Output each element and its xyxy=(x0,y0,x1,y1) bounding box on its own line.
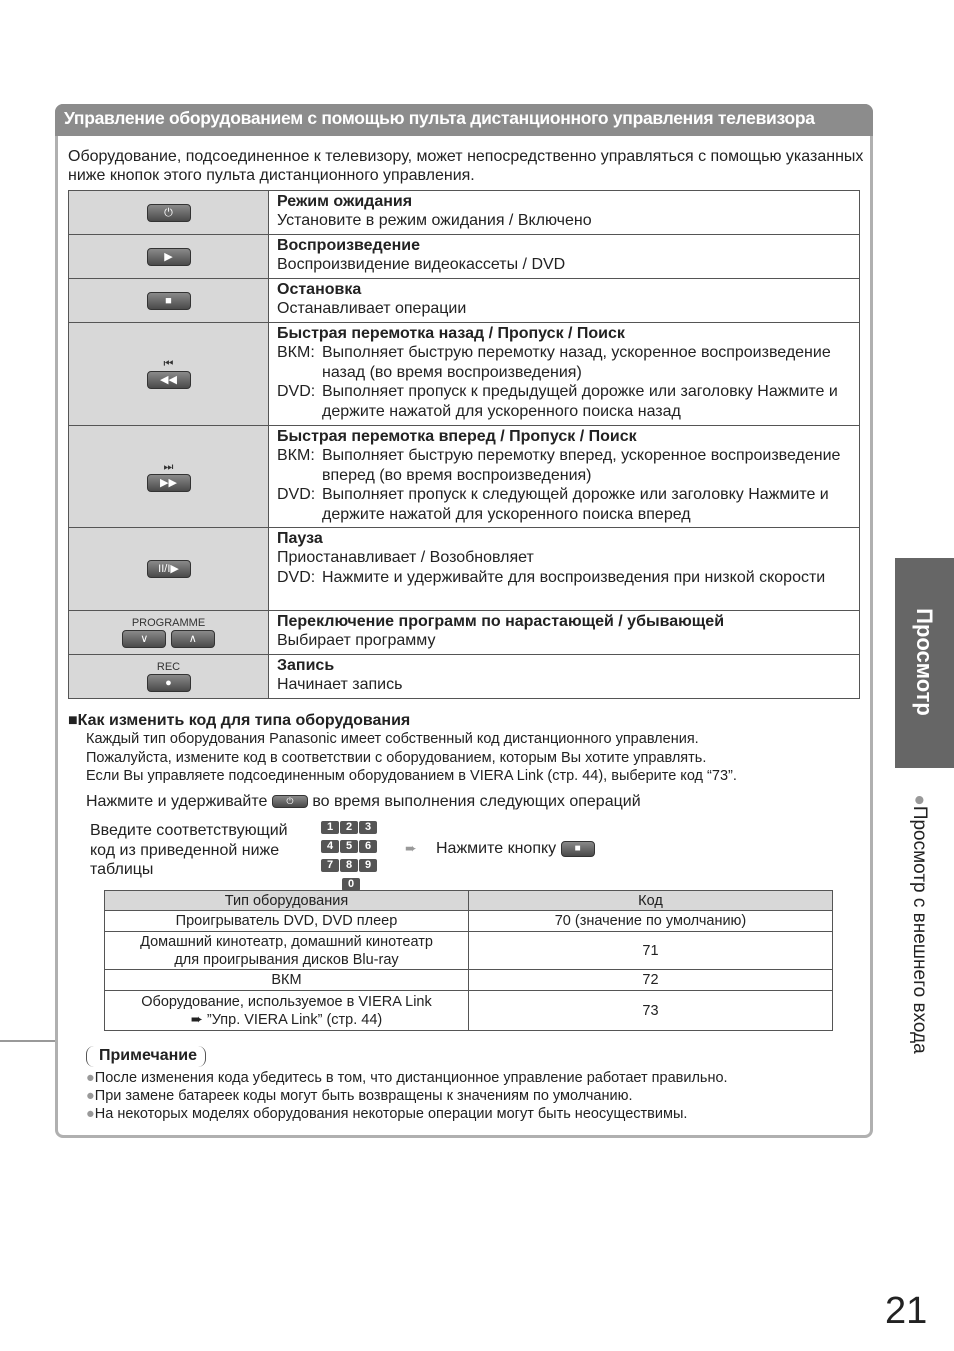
table-row xyxy=(105,991,833,1031)
row-title: Быстрая перемотка назад / Пропуск / Поиск xyxy=(277,325,625,342)
bullet-icon: ● xyxy=(909,794,930,806)
table-row xyxy=(69,611,860,655)
type-cell xyxy=(105,932,469,970)
record-icon: ● xyxy=(147,674,191,692)
key-0: 0 xyxy=(342,878,360,891)
key-3: 3 xyxy=(359,821,377,834)
table-row xyxy=(69,655,860,699)
bullet-icon: ● xyxy=(86,1088,95,1104)
hold-text: Нажмите и удерживайте xyxy=(86,793,268,810)
table-row xyxy=(105,911,833,932)
intro-text: Оборудование, подсоединенное к телевизору, может непосредственно управляться с помощью указанных ниже кнопок этого пульта дистанционного управления. xyxy=(68,148,864,184)
note-item: При замене батареек коды могут быть возвращены к значениям по умолчанию. xyxy=(94,1088,633,1104)
row-text: Выполняет быструю перемотку назад, ускоренное воспроизведение назад (во время воспроизведения) xyxy=(322,344,831,381)
table-row xyxy=(69,323,860,426)
row-title: Режим ожидания xyxy=(277,193,413,210)
note-item: После изменения кода убедитесь в том, что дистанционное управление работает правильно. xyxy=(94,1070,728,1086)
table-row xyxy=(105,932,833,970)
side-subtitle-text: Просмотр с внешнего входа xyxy=(909,805,930,1054)
channel-up-icon: ∧ xyxy=(171,630,215,648)
note-list xyxy=(86,1069,728,1123)
fast-forward-icon: ▶▶ xyxy=(147,474,191,492)
row-text: Установите в режим ожидания / Включено xyxy=(277,212,592,230)
side-tab-label: Просмотр xyxy=(912,608,937,716)
row-text: Выполняет пропуск к следующей дорожке или заголовку Нажмите и держите нажатой для ускоренного поиска вперед xyxy=(322,486,829,523)
row-title: Быстрая перемотка вперед / Пропуск / Поиск xyxy=(277,428,637,445)
code-cell: 72 xyxy=(469,970,833,991)
stop-icon: ■ xyxy=(147,292,191,310)
rewind-icon: ◀◀ xyxy=(147,371,191,389)
table-row xyxy=(105,970,833,991)
key-4: 4 xyxy=(321,840,339,853)
code-cell: 70 (значение по умолчанию) xyxy=(469,911,833,932)
type-line: ➨ ”Упр. VIERA Link” (стр. 44) xyxy=(190,1011,383,1028)
row-title: Переключение программ по нарастающей / убывающей xyxy=(277,613,725,630)
row-key: ВКМ: xyxy=(277,447,315,465)
column-header: Тип оборудования xyxy=(105,891,469,911)
row-title: Воспроизведение xyxy=(277,237,420,254)
power-icon: ⏻ xyxy=(272,795,308,808)
key-6: 6 xyxy=(359,840,377,853)
table-row xyxy=(69,279,860,323)
note-label: Примечание xyxy=(86,1046,206,1067)
row-key: DVD: xyxy=(277,486,316,504)
channel-down-icon: ∨ xyxy=(122,630,166,648)
row-title: Остановка xyxy=(277,281,362,298)
code-cell: 73 xyxy=(469,991,833,1031)
row-text: Нажмите и удерживайте для воспроизведения при низкой скорости xyxy=(322,568,826,586)
key-2: 2 xyxy=(340,821,358,834)
pause-icon: II/I▶ xyxy=(147,560,191,578)
section-text: Если Вы управляете подсоединенным оборудованием в VIERA Link (стр. 44), выберите код “73”. xyxy=(86,768,737,784)
row-text: Останавливает операции xyxy=(277,300,467,318)
buttons-table xyxy=(68,190,860,699)
section-title: Как изменить код для типа оборудования xyxy=(77,712,411,729)
type-line: Оборудование, используемое в VIERA Link xyxy=(141,993,432,1010)
key-5: 5 xyxy=(340,840,358,853)
key-8: 8 xyxy=(340,859,358,872)
code-cell: 71 xyxy=(469,932,833,970)
row-key: ВКМ: xyxy=(277,344,315,362)
enter-code-text: Введите соответствующий код из приведенной ниже таблицы xyxy=(90,822,288,878)
rec-label: REC xyxy=(156,660,181,673)
row-text: Приостанавливает / Возобновляет xyxy=(277,549,534,567)
type-line: для проигрывания дисков Blu-ray xyxy=(174,951,399,968)
row-text: Выполняет быструю перемотку вперед, ускоренное воспроизведение вперед (во время воспроизведения) xyxy=(322,447,841,484)
play-icon: ▶ xyxy=(147,248,191,266)
table-row xyxy=(69,528,860,611)
bullet-icon: ● xyxy=(86,1070,95,1086)
skip-back-icon: ⏮ xyxy=(163,358,174,371)
row-title: Запись xyxy=(277,657,335,674)
stop-icon: ■ xyxy=(561,841,595,857)
page-number: 21 xyxy=(885,1290,928,1332)
arrow-right-icon: ➨ xyxy=(405,840,417,856)
type-cell xyxy=(105,991,469,1031)
codes-table xyxy=(104,890,833,1031)
section-text: Каждый тип оборудования Panasonic имеет собственный код дистанционного управления. xyxy=(86,731,699,747)
type-cell: Проигрыватель DVD, DVD плеер xyxy=(105,911,469,932)
row-text: Начинает запись xyxy=(277,676,403,694)
note-item: На некоторых моделях оборудования некоторые операции могут быть неосуществимы. xyxy=(94,1106,688,1122)
row-text: Выполняет пропуск к предыдущей дорожке или заголовку Нажмите и держите нажатой для ускоренного поиска назад xyxy=(322,383,838,420)
key-7: 7 xyxy=(321,859,339,872)
row-title: Пауза xyxy=(277,530,323,547)
key-1: 1 xyxy=(321,821,339,834)
press-instruction xyxy=(436,840,595,858)
section-header: Управление оборудованием с помощью пульта дистанционного управления телевизора xyxy=(55,104,873,136)
divider xyxy=(0,1040,55,1042)
row-text: Воспроизвидение видеокассеты / DVD xyxy=(277,256,566,274)
hold-text: во время выполнения следующих операций xyxy=(312,793,641,810)
number-keypad xyxy=(321,817,383,893)
section-text: Пожалуйста, измените код в соответствии с оборудованием, которым Вы хотите управлять. xyxy=(86,749,707,766)
row-key: DVD: xyxy=(277,568,316,586)
power-icon: ⏻ xyxy=(147,204,191,222)
column-header: Код xyxy=(469,891,833,911)
bullet-icon: ● xyxy=(86,1106,95,1122)
side-subtitle xyxy=(908,794,930,1053)
table-row xyxy=(69,426,860,528)
programme-label: PROGRAMME xyxy=(131,616,206,629)
table-row xyxy=(69,235,860,279)
key-9: 9 xyxy=(359,859,377,872)
skip-forward-icon: ⏭ xyxy=(163,460,174,473)
type-line: Домашний кинотеатр, домашний кинотеатр xyxy=(140,933,433,950)
type-cell: ВКМ xyxy=(105,970,469,991)
square-bullet-icon: ■ xyxy=(68,712,78,729)
hold-instruction xyxy=(86,793,641,811)
table-row xyxy=(69,191,860,235)
press-text: Нажмите кнопку xyxy=(436,840,557,857)
row-key: DVD: xyxy=(277,383,316,401)
row-text: Выбирает программу xyxy=(277,632,436,650)
change-code-section xyxy=(68,712,737,786)
